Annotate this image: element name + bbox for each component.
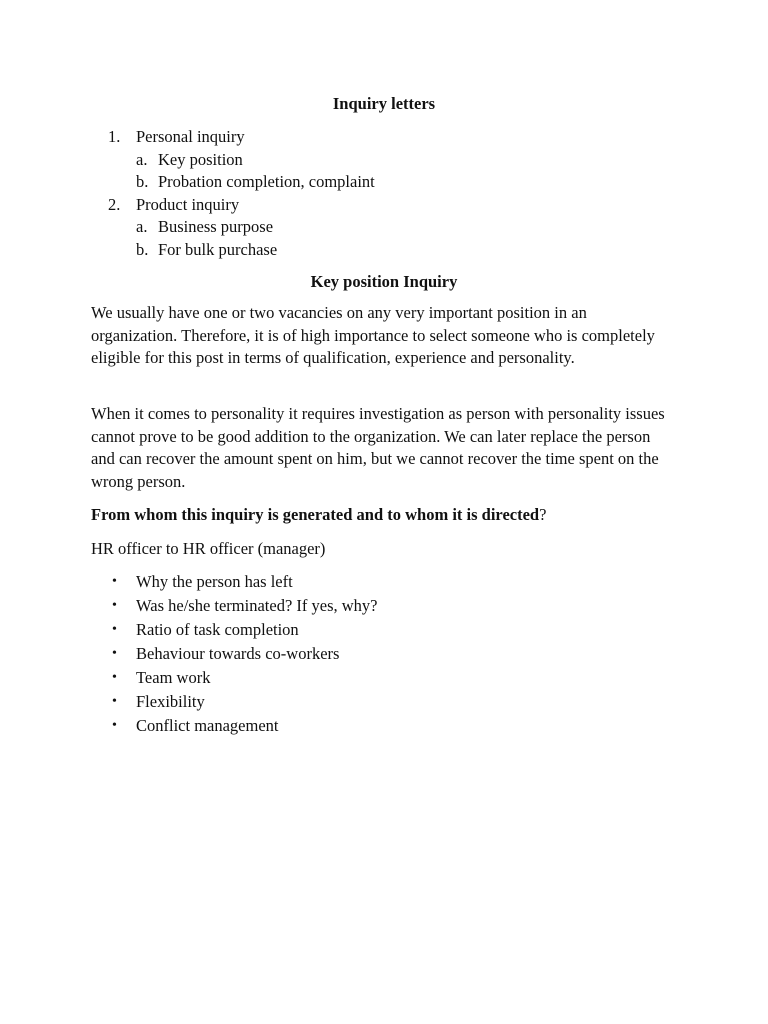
paragraph-2: When it comes to personality it requires investigation as person with personality issues cannot prove to be good addition to the organization. We can later replace the person and can recover the amount spent on him, but we cannot recover the time spent on the wrong person. — [91, 404, 665, 491]
outline-sublabel: For bulk purchase — [158, 239, 278, 259]
bullet-icon: • — [112, 670, 117, 685]
list-item — [112, 570, 378, 594]
outline-item — [108, 126, 375, 149]
document-title: Inquiry letters — [332, 94, 436, 113]
list-item-text: Was he/she terminated? If yes, why? — [136, 596, 378, 615]
list-item — [112, 714, 378, 738]
outline-sublabel: Probation completion, complaint — [158, 172, 375, 191]
outline-letter: b. — [136, 239, 149, 259]
inquiry-outline — [108, 126, 375, 261]
bullet-icon: • — [112, 718, 117, 733]
list-item — [112, 594, 378, 618]
outline-letter: b. — [136, 172, 149, 191]
list-item — [112, 666, 378, 690]
outline-letter: a. — [136, 217, 148, 236]
answer-line: HR officer to HR officer (manager) — [91, 539, 326, 558]
bullet-icon: • — [112, 598, 117, 613]
question-mark: ? — [539, 505, 547, 524]
outline-subitem — [108, 216, 375, 239]
bullet-icon: • — [112, 622, 117, 637]
list-item-text: Ratio of task completion — [136, 620, 299, 639]
outline-number: 2. — [108, 194, 121, 214]
list-item — [112, 642, 378, 666]
bullet-icon: • — [112, 694, 117, 709]
outline-letter: a. — [136, 149, 148, 169]
bullet-icon: • — [112, 646, 117, 661]
question-text: From whom this inquiry is generated and to whom it is directed — [91, 505, 540, 524]
list-item — [112, 618, 378, 642]
list-item-text: Conflict management — [136, 716, 279, 735]
outline-subitem — [108, 149, 375, 172]
list-item-text: Team work — [136, 668, 211, 687]
bullet-list — [112, 570, 378, 738]
section-heading: Key position Inquiry — [310, 272, 458, 291]
paragraph-1: We usually have one or two vacancies on any very important position in an organization. Therefore, it is of high importance to select someone who is completely eligible for this post in terms of qualification, experience and personality. — [91, 303, 655, 367]
list-item — [112, 690, 378, 714]
outline-label: Product inquiry — [136, 194, 240, 214]
list-item-text: Flexibility — [136, 692, 205, 711]
outline-item — [108, 194, 375, 217]
bullet-icon: • — [112, 574, 117, 589]
outline-sublabel: Business purpose — [158, 217, 274, 236]
outline-sublabel: Key position — [158, 149, 243, 169]
list-item-text: Behaviour towards co-workers — [136, 644, 340, 663]
outline-subitem — [108, 171, 375, 194]
outline-subitem — [108, 239, 375, 262]
list-item-text: Why the person has left — [136, 572, 293, 591]
question-line — [91, 504, 546, 526]
outline-number: 1. — [108, 127, 121, 146]
outline-label: Personal inquiry — [136, 127, 245, 146]
